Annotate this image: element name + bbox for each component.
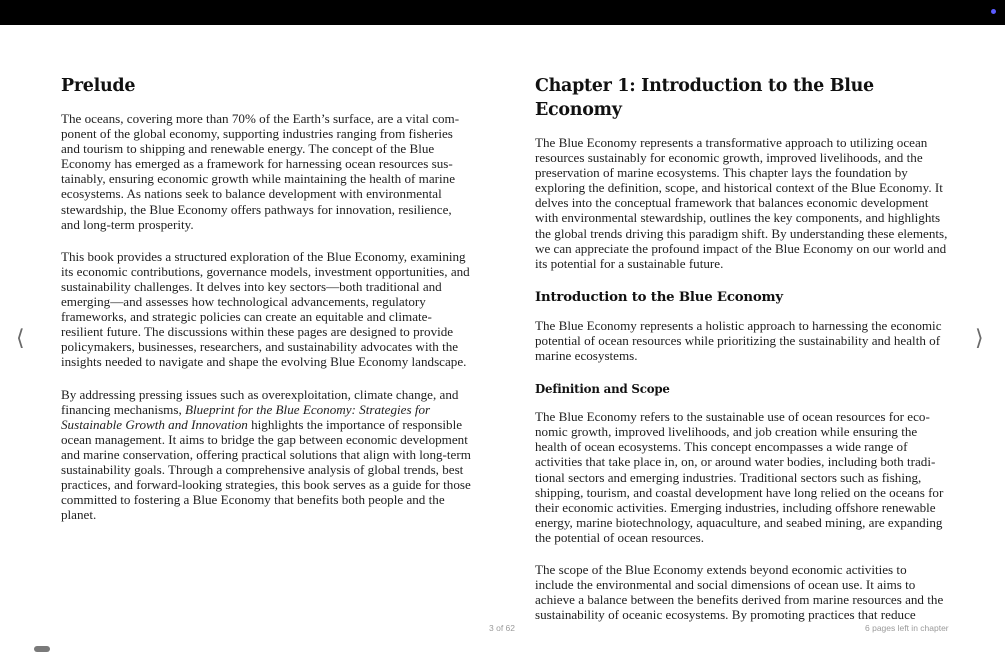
scroll-handle[interactable] — [34, 646, 50, 652]
subsection-heading: Definition and Scope — [535, 382, 670, 397]
paragraph-text: By addressing pressing issues such as overexploitation, climate change, and financing mechanisms, — [61, 386, 459, 417]
section-heading: Introduction to the Blue Economy — [535, 289, 783, 305]
page-counter: 3 of 62 — [489, 623, 515, 633]
previous-page-chevron-icon[interactable]: ⟨ — [16, 326, 25, 351]
prelude-paragraph-1: The oceans, covering more than 70% of the Earth’s surface, are a vital component of the global economy, supporting industries ranging from fisheries and tourism to shipping and renewable energy. The concept of the Blue Economy has emerged as a framework for harnessing ocean resources sustainably, ensuring economic growth while maintaining the health of marine ecosystems. As nations seek to balance development with environmental stewardship, the Blue Economy offers pathways for innovation, resilience, and long-term prosperity. — [61, 111, 460, 232]
prelude-paragraph-2: This book provides a structured exploration of the Blue Economy, examining its economic contributions, governance models, investment opportunities, and sustainability challenges. It delves into key sectors—both traditional and emerging—and assesses how technological advancements, regulatory frameworks, and strategic policies can create an equitable and climate-resilient future. The discussions within these pages are designed to provide policymakers, businesses, researchers, and sustainability advocates with the insights needed to navigate and shape the evolving Blue Economy landscape. — [61, 248, 470, 370]
definition-paragraph-2: The scope of the Blue Economy extends beyond economic activities to include the environmental and social dimensions of ocean use. It aims to achieve a balance between the benefits derived from marine resources and the sustainability of oceanic ecosystems. By promoting practices that reduce — [535, 561, 944, 623]
right-page — [535, 74, 948, 639]
camera-indicator-icon — [991, 9, 996, 14]
prelude-title: Prelude — [61, 76, 136, 96]
window-top-bar — [0, 0, 1005, 25]
chapter-intro-paragraph: The Blue Economy represents a transformative approach to utilizing ocean resources sustainably for economic growth, improved livelihoods, and the preservation of marine ecosystems. This chapter lays the foundation by exploring the definition, scope, and historical context of the Blue Economy. It delves into the conceptual framework that balances economic development with environmental stewardship, outlines the key components, and highlights the global trends driving this paradigm shift. By understanding these elements, we can appreciate the profound impact of the Blue Economy on our world and its potential for a sustainable future. — [535, 135, 948, 271]
paragraph-text: highlights the importance of responsible ocean management. It aims to bridge the gap between economic development and marine conservation, offering practical solutions that align with long-term sustainability goals. Through a comprehensive analysis of global trends, best practices, and forward-looking strategies, this book serves as a guide for those committed to fostering a Blue Economy that benefits both people and the planet. — [61, 416, 471, 523]
book-title-italic: Blueprint for the Blue Economy: Strategies for Sustainable Growth and Innovation — [61, 401, 431, 432]
next-page-chevron-icon[interactable]: ⟩ — [975, 326, 984, 351]
chapter-title: Chapter 1: Introduction to the Blue Economy — [535, 76, 874, 120]
prelude-paragraph-3 — [61, 387, 473, 523]
definition-paragraph-1: The Blue Economy refers to the sustainable use of ocean resources for economic growth, improved livelihoods, and job creation while ensuring the health of ocean ecosystems. This concept encompasses a wide range of activities that take place in, on, or around water bodies, including both traditional sectors and emerging industries. Traditional sectors such as fishing, shipping, tourism, and coastal development have long relied on the oceans for their economic activities. Emerging industries, including offshore renewable energy, marine biotechnology, aquaculture, and seabed mining, are expanding the potential of ocean resources. — [535, 409, 944, 545]
section-paragraph: The Blue Economy represents a holistic approach to harnessing the economic potential of ocean resources while prioritizing the sustainability and health of marine ecosystems. — [535, 317, 942, 364]
left-page — [61, 74, 473, 539]
pages-left-in-chapter: 6 pages left in chapter — [865, 623, 949, 633]
